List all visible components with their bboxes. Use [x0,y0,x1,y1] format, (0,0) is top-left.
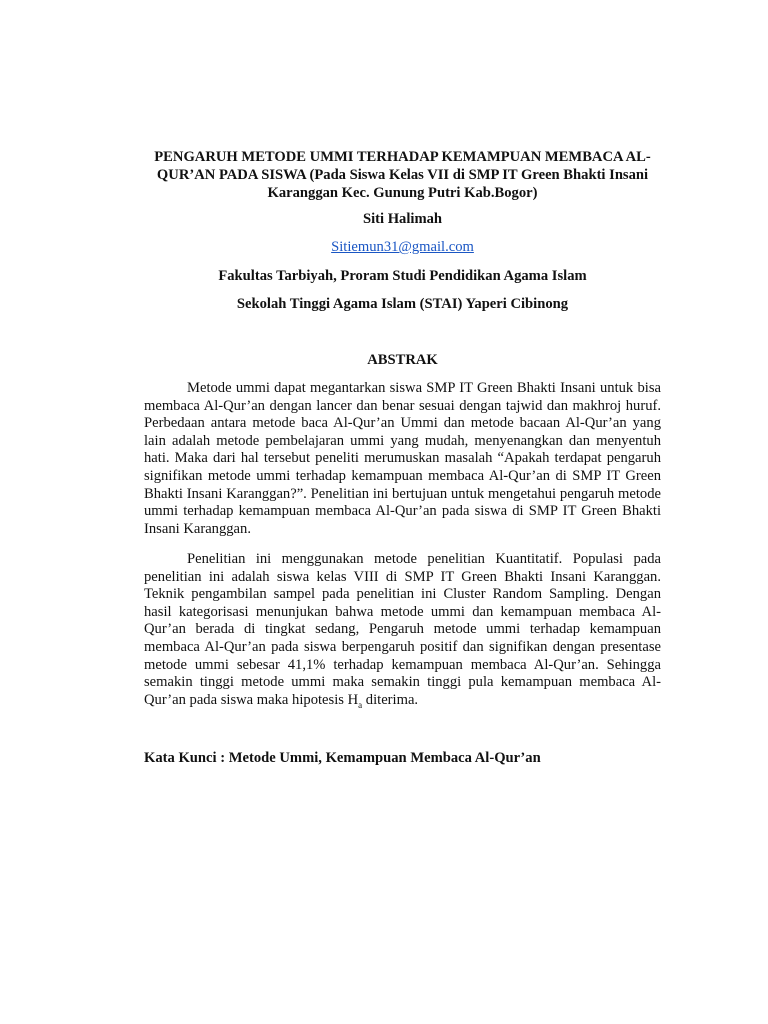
abstract-paragraph-2-text: Penelitian ini menggunakan metode penelitian Kuantitatif. Populasi pada penelitian ini adalah siswa kelas VIII di SMP IT Green Bhakti Insani Karanggan. Teknik pengambilan sampel pada penelitian ini Cluster Random Sampling. Dengan hasil kategorisasi menunjukan bahwa metode ummi dan kemampuan membaca Al-Qur’an berada di tingkat sedang, Pengaruh metode ummi terhadap kemampuan membaca Al-Qur’an pada siswa berpengaruh positif dan signifikan dengan presentase metode ummi sebesar 41,1% terhadap kemampuan membaca Al-Qur’an. Sehingga semakin tinggi metode ummi maka semakin tinggi pula kemampuan membaca Al-Qur’an pada siswa maka hipotesis H [144,551,661,708]
author-name: Siti Halimah [362,211,443,227]
abstract-paragraph-2 [144,551,661,714]
abstract-paragraph-1: Metode ummi dapat megantarkan siswa SMP IT Green Bhakti Insani untuk bisa membaca Al-Qur’an dengan lancer dan benar sesuai dengan tajwid dan makhroj huruf. Perbedaan antara metode baca Al-Qur’an Ummi dan metode bacaan Al-Qur’an yang lain adalah metode pembelajaran ummi yang mudah, menyenangkan dan menyentuh hati. Maka dari hal tersebut peneliti merumuskan masalah “Apakah terdapat pengaruh signifikan metode ummi terhadap kemampuan membaca Al-Qur’an di SMP IT Green Bhakti Insani Karanggan?”. Penelitian ini bertujuan untuk mengetahui pengaruh metode ummi terhadap kemampuan membaca Al-Qur’an pada siswa di SMP IT Green Bhakti Insani Karanggan. [144,380,661,537]
author-email-line [144,238,661,256]
abstract-paragraph-2-end: diterima. [362,691,419,708]
keywords-line: Kata Kunci : Metode Ummi, Kemampuan Membaca Al-Qur’an [144,750,541,766]
faculty-line: Fakultas Tarbiyah, Proram Studi Pendidikan Agama Islam [218,268,587,284]
hypothesis-subscript: a [358,699,363,710]
abstract-heading: ABSTRAK [367,352,438,368]
paper-title: PENGARUH METODE UMMI TERHADAP KEMAMPUAN MEMBACA AL-QUR’AN PADA SISWA (Pada Siswa Kelas VII di SMP IT Green Bhakti Insani Karanggan Kec. Gunung Putri Kab.Bogor) [154,149,651,201]
author-email-link[interactable]: Sitiemun31@gmail.com [331,239,474,255]
institution-line: Sekolah Tinggi Agama Islam (STAI) Yaperi Cibinong [236,296,569,312]
